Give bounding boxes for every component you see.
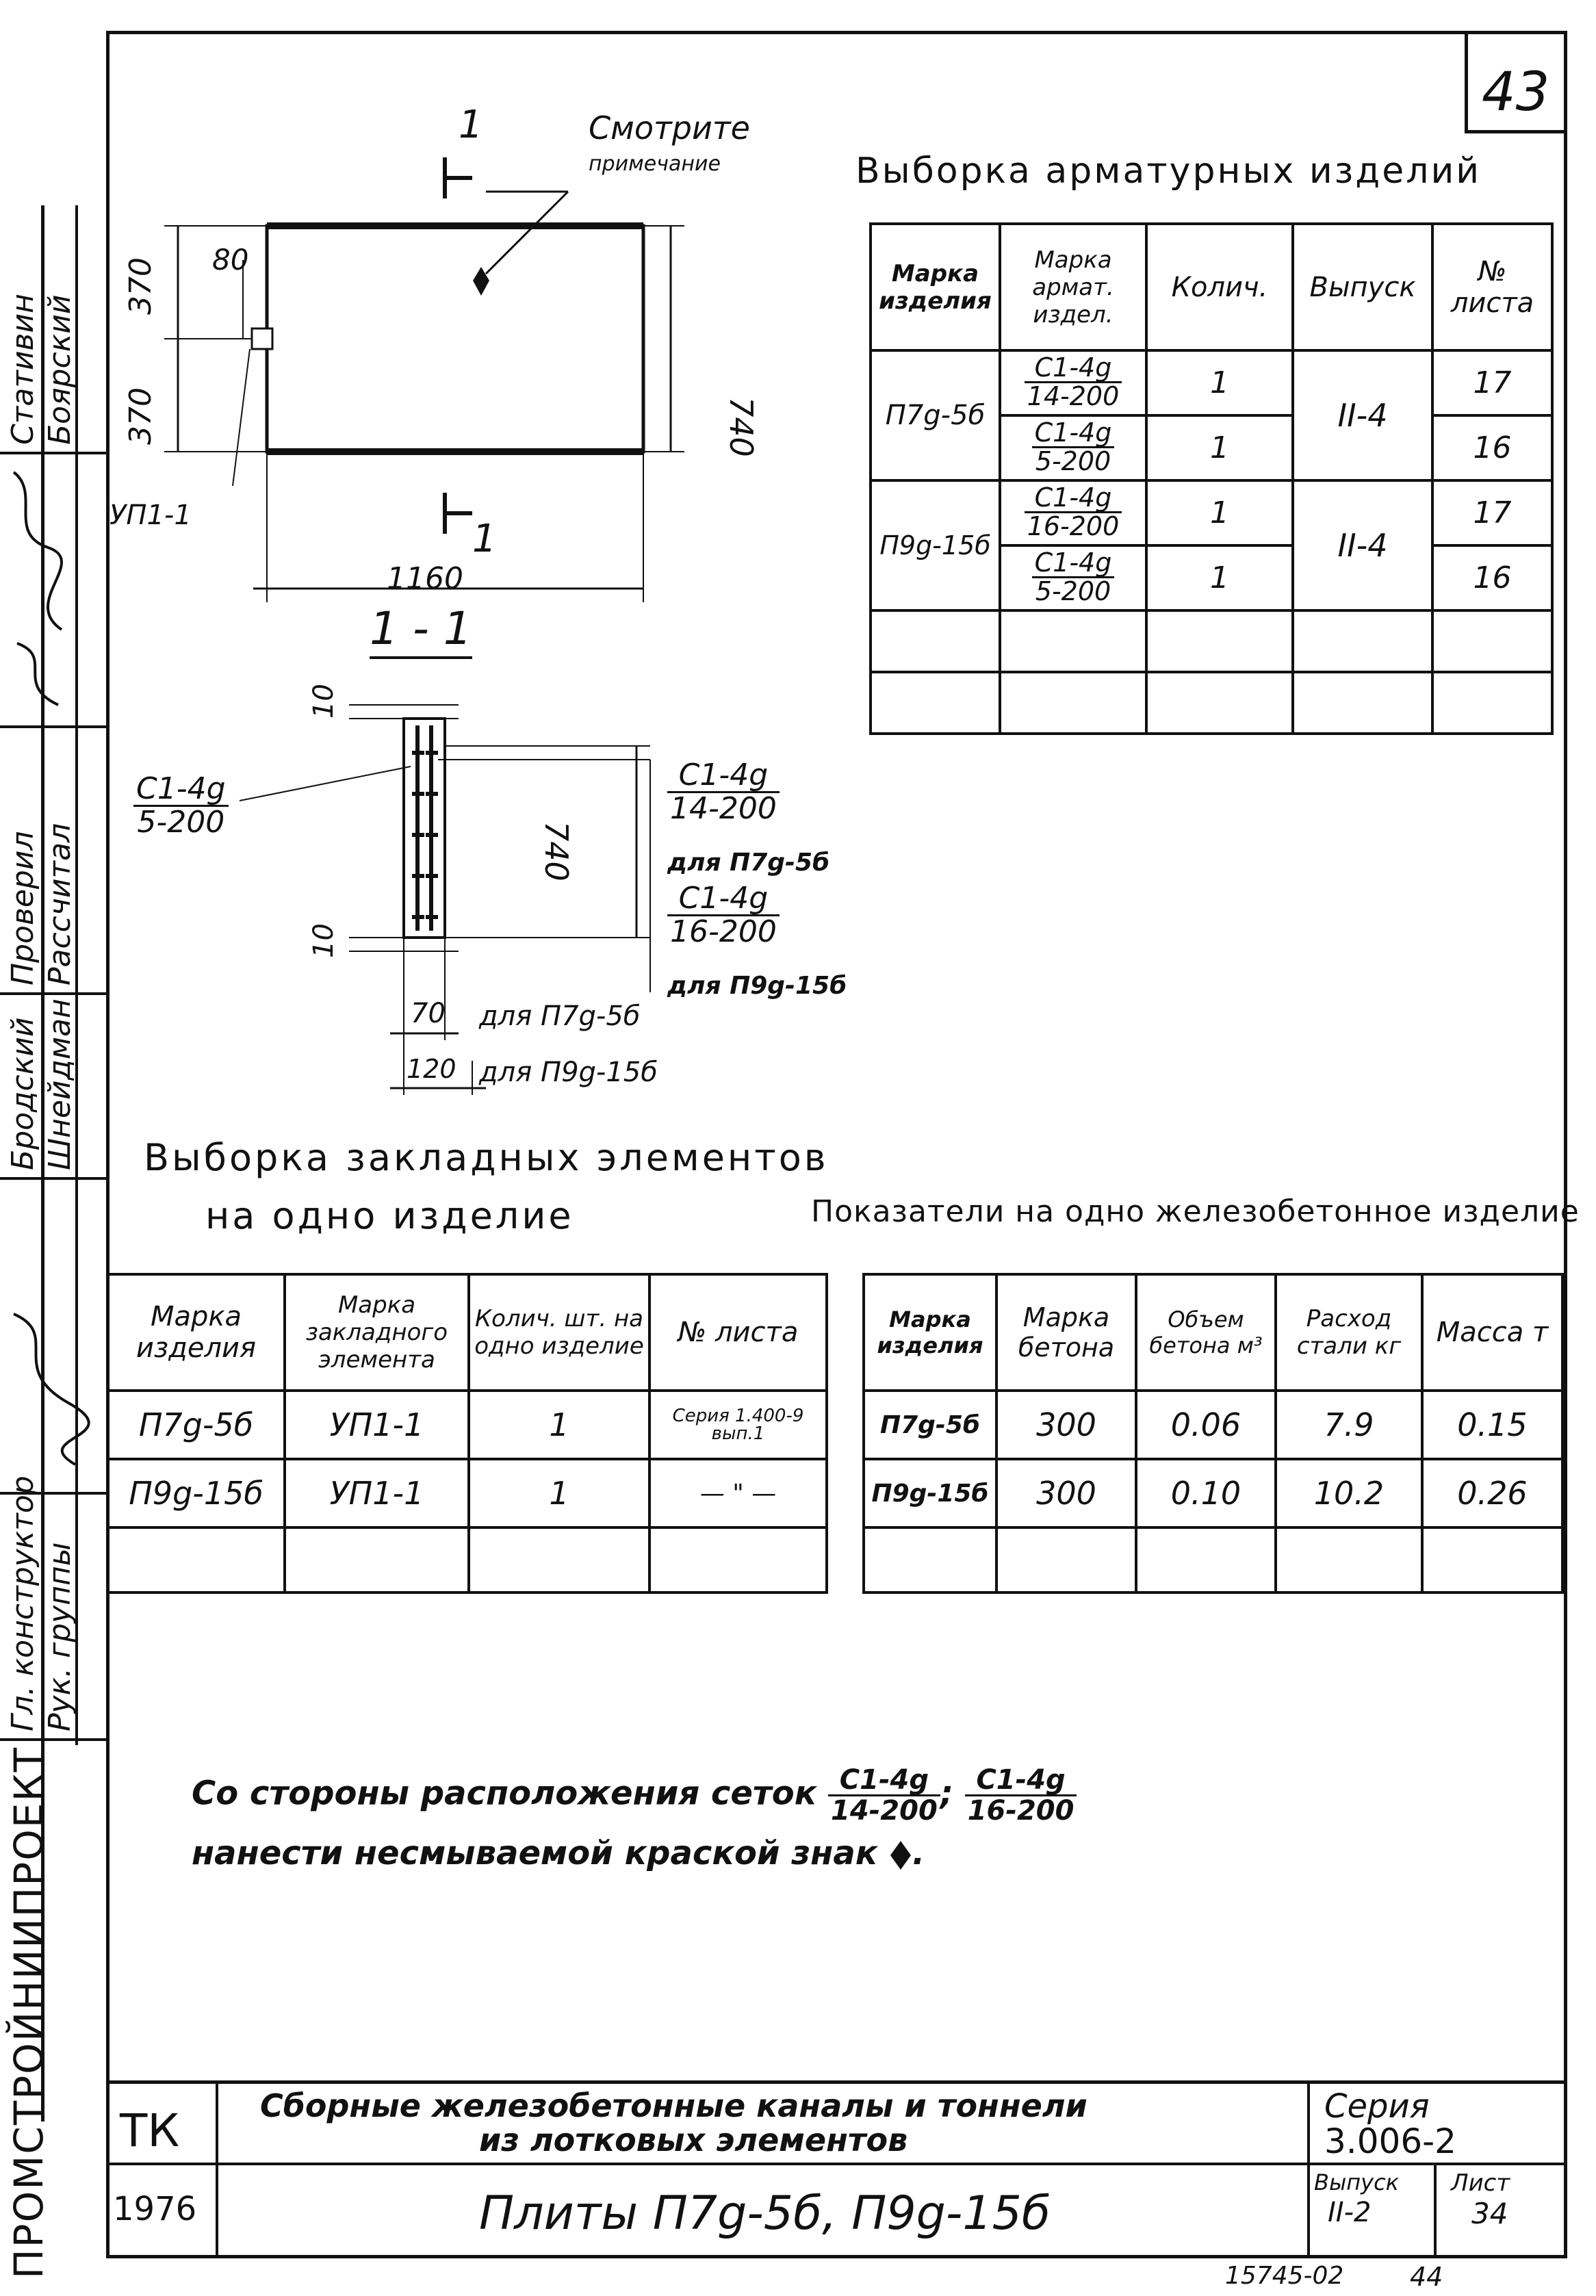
ind-r1-item: П7g-5б — [864, 1391, 996, 1459]
ind-r1-steel: 7.9 — [1276, 1391, 1422, 1459]
rebar-col-item: Марка изделия — [871, 224, 1000, 350]
dim-1160: 1160 — [387, 561, 463, 596]
rebar-r2-qty1: 1 — [1146, 480, 1293, 545]
dim-370-top: 370 — [123, 257, 158, 315]
indicators-table — [862, 1273, 1564, 1594]
side-org: ПРОМСТРОЙНИИПРОЕКТ — [5, 1746, 52, 2279]
plate-plan-drawing — [103, 103, 821, 623]
tb-issue-label: Выпуск — [1314, 2169, 1399, 2195]
note-ref-title: Смотрите — [589, 109, 750, 146]
tb-year: 1976 — [113, 2190, 197, 2228]
rebar-r2-sheet1: 17 — [1432, 480, 1552, 545]
ind-col-steel: Расход стали кг — [1276, 1274, 1422, 1391]
signature-marks — [0, 452, 110, 1820]
tb-hline — [106, 2163, 1567, 2165]
sec-right-mesh-1: $\frac{С1-4g}{14-200}$ — [667, 760, 780, 826]
tb-series-label: Серия — [1324, 2087, 1430, 2126]
sec-w120-note: для П9g-15б — [479, 1057, 658, 1088]
embed-label: УП1-1 — [110, 500, 192, 531]
sec-dim-740: 740 — [538, 821, 575, 881]
footer-archive: 15745-02 — [1225, 2262, 1344, 2290]
section-mark-bottom: 1 — [472, 517, 497, 561]
rebar-r1-sheet2: 16 — [1432, 415, 1552, 480]
sec-left-mesh: $\frac{С1-4g}{5-200}$ — [133, 773, 229, 840]
rebar-table-title: Выборка арматурных изделий — [855, 151, 1482, 192]
rebar-empty-row — [871, 672, 1552, 734]
note-ref-sub: примечание — [589, 152, 721, 176]
note-text: Со стороны расположения сеток $\frac{С1-4g}{14-200}$ ; $\frac{С1-4g}{16-200}$ — [192, 1766, 1077, 1825]
tb-list-label: Лист — [1451, 2169, 1510, 2197]
rebar-r1-issue: II-4 — [1293, 350, 1432, 480]
footer-page: 44 — [1410, 2262, 1443, 2292]
sec-dim-10-bottom: 10 — [308, 923, 339, 958]
side-role-3b: Рассчитал — [42, 823, 77, 985]
rebar-r1-item: П7g-5б — [871, 350, 1000, 480]
embed-col-qty: Колич. шт. на одно изделие — [469, 1274, 649, 1391]
note-mesh-1: $\frac{С1-4g}{14-200}$ — [828, 1766, 940, 1825]
tb-vline-1 — [216, 2080, 218, 2258]
note-line2: нанести несмываемой краской знак . — [192, 1834, 925, 1872]
embed-r1-sheet: Серия 1.400-9 вып.1 — [649, 1391, 827, 1459]
ind-r2-concrete: 300 — [996, 1459, 1136, 1527]
side-role-4a: Стативин — [5, 294, 40, 445]
ind-empty-row — [864, 1527, 1562, 1592]
dim-740-plan: 740 — [723, 397, 760, 457]
embed-col-sheet: № листа — [649, 1274, 827, 1391]
sec-dim-10-top: 10 — [308, 684, 339, 719]
embed-r1-elem: УП1-1 — [285, 1391, 469, 1459]
ind-r1-mass: 0.15 — [1422, 1391, 1562, 1459]
rebar-r1-qty1: 1 — [1146, 350, 1293, 415]
rebar-r2-mark1: $\frac{С1-4g}{16-200}$ — [1000, 480, 1146, 545]
rebar-empty-row — [871, 610, 1552, 672]
page-number: 43 — [1482, 62, 1550, 123]
embed-empty-row — [107, 1527, 827, 1592]
ind-col-mass: Масса т — [1422, 1274, 1562, 1391]
side-role-2b: Шнейдман — [42, 998, 77, 1170]
embed-r1-qty: 1 — [469, 1391, 649, 1459]
rebar-col-sheet: № листа — [1432, 224, 1552, 350]
rebar-col-qty: Колич. — [1146, 224, 1293, 350]
tb-project-2: из лотковых элементов — [479, 2121, 908, 2158]
plate-outline — [267, 226, 643, 452]
ind-r2-mass: 0.26 — [1422, 1459, 1562, 1527]
side-role-1b: Рук. группы — [42, 1542, 77, 1731]
section-title: 1 - 1 — [370, 602, 472, 659]
side-role-2a: Бродский — [5, 1017, 40, 1170]
ind-col-concrete: Марка бетона — [996, 1274, 1136, 1391]
rebar-col-issue: Выпуск — [1293, 224, 1432, 350]
embed-table — [106, 1273, 828, 1594]
sec-right-mesh-1-note: для П7g-5б — [667, 849, 830, 877]
ind-r2-item: П9g-15б — [864, 1459, 996, 1527]
rebar-r1-mark2: $\frac{С1-4g}{5-200}$ — [1000, 415, 1146, 480]
sec-right-mesh-2-note: для П9g-15б — [667, 972, 847, 1000]
rebar-r2-mark2: $\frac{С1-4g}{5-200}$ — [1000, 545, 1146, 610]
sec-w70-note: для П7g-5б — [479, 1001, 641, 1032]
rebar-r1-mark1: $\frac{С1-4g}{14-200}$ — [1000, 350, 1146, 415]
tb-project-1: Сборные железобетонные каналы и тоннели — [260, 2087, 1087, 2124]
tb-vline-3 — [1434, 2163, 1437, 2258]
embed-table-title-1: Выборка закладных элементов — [144, 1136, 829, 1179]
side-role-1a: Гл. конструктор — [5, 1475, 40, 1731]
dim-370-bottom: 370 — [123, 387, 158, 445]
section-mark-top: 1 — [459, 103, 483, 147]
note-mesh-2: $\frac{С1-4g}{16-200}$ — [965, 1766, 1077, 1825]
ind-col-volume: Объем бетона м³ — [1136, 1274, 1276, 1391]
rebar-r2-qty2: 1 — [1146, 545, 1293, 610]
rebar-r1-sheet1: 17 — [1432, 350, 1552, 415]
embed-r2-elem: УП1-1 — [285, 1459, 469, 1527]
indicators-title: Показатели на одно железобетонное изделие — [811, 1194, 1580, 1229]
tb-sheet-title: Плиты П7g-5б, П9g-15б — [479, 2187, 1051, 2241]
sec-w120: 120 — [407, 1054, 456, 1084]
embed-table-title-2: на одно изделие — [205, 1194, 574, 1237]
ind-r1-volume: 0.06 — [1136, 1391, 1276, 1459]
rebar-r2-sheet2: 16 — [1432, 545, 1552, 610]
embed-r2-item: П9g-15б — [107, 1459, 285, 1527]
ind-r1-concrete: 300 — [996, 1391, 1136, 1459]
side-role-4b: Боярский — [42, 294, 77, 445]
note-line1: Со стороны расположения сеток — [192, 1774, 817, 1813]
tb-series-value: 3.006-2 — [1324, 2121, 1456, 2161]
embed-r2-qty: 1 — [469, 1459, 649, 1527]
sec-w70: 70 — [411, 998, 446, 1029]
embed-col-item: Марка изделия — [107, 1274, 285, 1391]
sec-right-mesh-2: $\frac{С1-4g}{16-200}$ — [667, 883, 780, 949]
rebar-r2-issue: II-4 — [1293, 480, 1432, 610]
tb-list-value: 34 — [1471, 2197, 1508, 2230]
side-role-3a: Проверил — [5, 831, 40, 985]
rebar-table — [869, 222, 1554, 735]
tb-vline-2 — [1307, 2080, 1310, 2258]
embed-r1-item: П7g-5б — [107, 1391, 285, 1459]
ind-r2-steel: 10.2 — [1276, 1459, 1422, 1527]
embed-col-elem: Марка закладного элемента — [285, 1274, 469, 1391]
tb-tk: ТК — [120, 2104, 180, 2157]
ind-col-item: Марка изделия — [864, 1274, 996, 1391]
ind-r2-volume: 0.10 — [1136, 1459, 1276, 1527]
dim-80: 80 — [212, 243, 249, 276]
tb-issue-value: II-2 — [1328, 2197, 1372, 2228]
rebar-r2-item: П9g-15б — [871, 480, 1000, 610]
rebar-r1-qty2: 1 — [1146, 415, 1293, 480]
embed-r2-sheet: — " — — [649, 1459, 827, 1527]
rebar-col-mark: Марка армат. издел. — [1000, 224, 1146, 350]
diamond-mark-icon — [889, 1840, 912, 1871]
